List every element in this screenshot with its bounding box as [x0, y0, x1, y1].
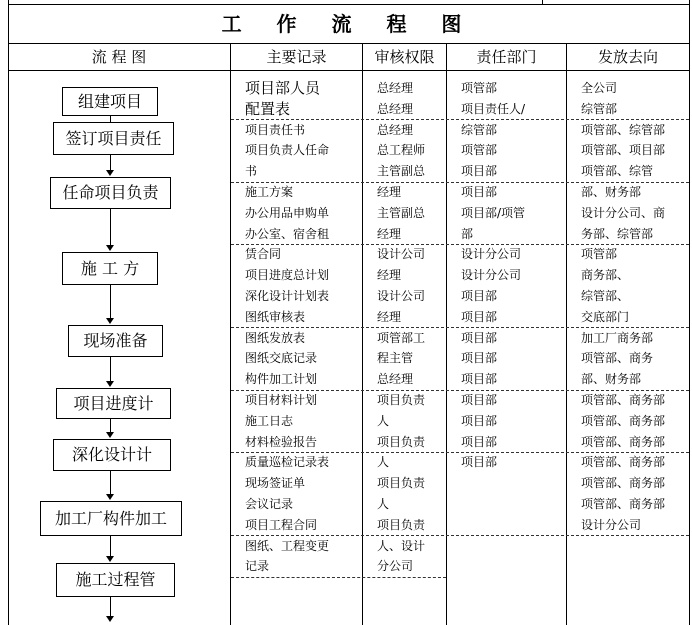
dist-item: 项管部、商务部 [581, 496, 666, 511]
record-item: 质量巡检记录表 [245, 455, 330, 470]
audit-item: 经理 [377, 184, 402, 199]
flow-step-construction-plan: 施 工 方 [62, 252, 158, 285]
column-divider [362, 43, 363, 625]
dist-item: 加工厂商务部 [581, 330, 654, 345]
dept-item: 项目部 [461, 164, 498, 179]
arrow-down-icon [106, 318, 114, 324]
audit-item: 设计公司 [377, 247, 426, 262]
dept-item: 部 [461, 226, 474, 241]
header-audit: 审核权限 [374, 48, 435, 66]
audit-item: 项目负责 [377, 476, 426, 491]
dist-item: 交底部门 [581, 309, 630, 324]
dept-item: 项目责任人/ [461, 101, 526, 116]
flow-step-form-project: 组建项目 [62, 87, 158, 116]
audit-item: 总经理 [377, 122, 414, 137]
dept-item: 项目部/项管 [461, 205, 526, 220]
dept-item: 项目部 [461, 330, 498, 345]
flow-step-appoint-leader: 任命项目负责 [50, 177, 171, 209]
arrow-down-icon [106, 381, 114, 387]
flow-connector [110, 356, 111, 381]
dept-item: 设计分公司 [461, 268, 522, 283]
dept-item: 项目部 [461, 455, 498, 470]
audit-item: 人、设计 [377, 538, 426, 553]
dist-item: 设计分公司 [581, 517, 642, 532]
audit-item: 程主管 [377, 351, 414, 366]
dept-item: 项管部 [461, 143, 498, 158]
flow-connector [110, 154, 111, 170]
record-item: 施工方案 [245, 184, 294, 199]
right-border [689, 0, 690, 625]
record-item: 会议记录 [245, 496, 294, 511]
arrow-down-icon [106, 245, 114, 251]
header-flow: 流 程 图 [91, 48, 147, 66]
audit-item: 主管副总 [377, 205, 426, 220]
record-item: 图纸发放表 [245, 330, 306, 345]
dist-item: 设计分公司、商 [581, 205, 666, 220]
header-divider [8, 70, 689, 71]
flow-step-process-management: 施工过程管 [56, 563, 175, 597]
audit-item: 人 [377, 496, 390, 511]
record-item: 书 [245, 164, 258, 179]
dist-item: 商务部、 [581, 268, 630, 283]
dept-item: 项管部 [461, 81, 498, 95]
audit-item: 人 [377, 455, 390, 470]
record-item: 构件加工计划 [245, 372, 318, 387]
dept-column [461, 78, 565, 473]
record-item: 项目负责人任命 [245, 143, 330, 158]
flow-step-factory-fabrication: 加工厂构件加工 [40, 501, 182, 536]
dept-item: 项目部 [461, 392, 498, 407]
page-title: 工 作 流 程 图 [221, 12, 476, 36]
flow-connector [110, 208, 111, 245]
record-item: 施工日志 [245, 413, 294, 428]
flow-step-sign-responsibility: 签订项目责任 [53, 122, 174, 155]
left-border [8, 0, 9, 625]
audit-item: 总工程师 [377, 143, 426, 158]
flow-step-schedule-plan: 项目进度计 [56, 388, 171, 419]
flow-connector [110, 470, 111, 494]
header-records: 主要记录 [266, 48, 327, 66]
flow-connector [110, 535, 111, 556]
arrow-down-icon [106, 170, 114, 176]
title-divider [8, 43, 689, 44]
flow-connector [110, 284, 111, 318]
dept-item: 项目部 [461, 434, 498, 449]
audit-column [377, 78, 445, 577]
record-item: 深化设计计划表 [245, 288, 330, 303]
record-item: 现场签证单 [245, 476, 306, 491]
record-item: 图纸、工程变更 [245, 538, 330, 553]
header-dist: 发放去向 [597, 48, 658, 66]
dist-item: 项管部、综管 [581, 164, 654, 179]
record-item: 项目部人员 [245, 79, 321, 97]
record-item: 赁合同 [245, 247, 282, 262]
audit-item: 设计公司 [377, 288, 426, 303]
arrow-down-icon [106, 556, 114, 562]
dept-item: 项目部 [461, 413, 498, 428]
column-divider [446, 43, 447, 625]
dist-item: 项管部、商务 [581, 351, 654, 366]
record-item: 项目工程合同 [245, 517, 318, 532]
dist-item: 全公司 [581, 81, 618, 95]
arrow-down-icon [106, 432, 114, 438]
dept-item: 项目部 [461, 351, 498, 366]
record-item: 项目进度总计划 [245, 268, 330, 283]
audit-item: 总经理 [377, 81, 414, 95]
column-divider [230, 43, 231, 625]
audit-item: 分公司 [377, 559, 414, 574]
record-item: 图纸审核表 [245, 309, 306, 324]
audit-item: 总经理 [377, 101, 414, 116]
dist-item: 部、财务部 [581, 184, 642, 199]
records-column [245, 78, 360, 577]
dist-item: 项管部、商务部 [581, 392, 666, 407]
dist-item: 项管部 [581, 247, 618, 262]
dept-item: 综管部 [461, 122, 498, 137]
dist-item: 项管部、项目部 [581, 143, 666, 158]
dist-item: 务部、综管部 [581, 226, 654, 241]
audit-item: 经理 [377, 268, 402, 283]
dept-item: 项目部 [461, 184, 498, 199]
column-divider [566, 43, 567, 625]
dist-item: 项管部、商务部 [581, 455, 666, 470]
audit-item: 项目负责 [377, 392, 426, 407]
flow-connector [110, 418, 111, 432]
row-separator [231, 577, 446, 578]
audit-item: 主管副总 [377, 164, 426, 179]
dist-item: 项管部、综管部 [581, 122, 666, 137]
audit-item: 总经理 [377, 372, 414, 387]
flow-step-detailed-design: 深化设计计 [53, 439, 171, 471]
header-dept: 责任部门 [476, 48, 537, 66]
record-item: 图纸交底记录 [245, 351, 318, 366]
arrow-down-icon [106, 616, 114, 622]
record-item: 项目材料计划 [245, 392, 318, 407]
audit-item: 项管部工 [377, 330, 426, 345]
flow-connector [110, 596, 111, 616]
record-item: 材料检验报告 [245, 434, 318, 449]
dist-item: 项管部、商务部 [581, 413, 666, 428]
dist-column [581, 78, 688, 536]
flow-step-site-preparation: 现场准备 [68, 325, 163, 357]
dept-item: 设计分公司 [461, 247, 522, 262]
dist-item: 项管部、商务部 [581, 476, 666, 491]
dist-item: 综管部 [581, 101, 618, 116]
record-item: 办公室、宿舍租 [245, 226, 330, 241]
audit-item: 项目负责 [377, 517, 426, 532]
top-stub-line [542, 0, 543, 4]
audit-item: 项目负责 [377, 434, 426, 449]
record-item: 办公用品申购单 [245, 205, 330, 220]
arrow-down-icon [106, 494, 114, 500]
dist-item: 部、财务部 [581, 372, 642, 387]
audit-item: 经理 [377, 309, 402, 324]
dist-item: 项管部、商务部 [581, 434, 666, 449]
dept-item: 项目部 [461, 372, 498, 387]
dist-item: 综管部、 [581, 288, 630, 303]
record-item: 项目责任书 [245, 122, 306, 137]
audit-item: 经理 [377, 226, 402, 241]
dept-item: 项目部 [461, 288, 498, 303]
audit-item: 人 [377, 413, 390, 428]
record-item: 记录 [245, 559, 270, 574]
record-item: 配置表 [245, 99, 291, 118]
top-border [8, 4, 689, 5]
dept-item: 项目部 [461, 309, 498, 324]
